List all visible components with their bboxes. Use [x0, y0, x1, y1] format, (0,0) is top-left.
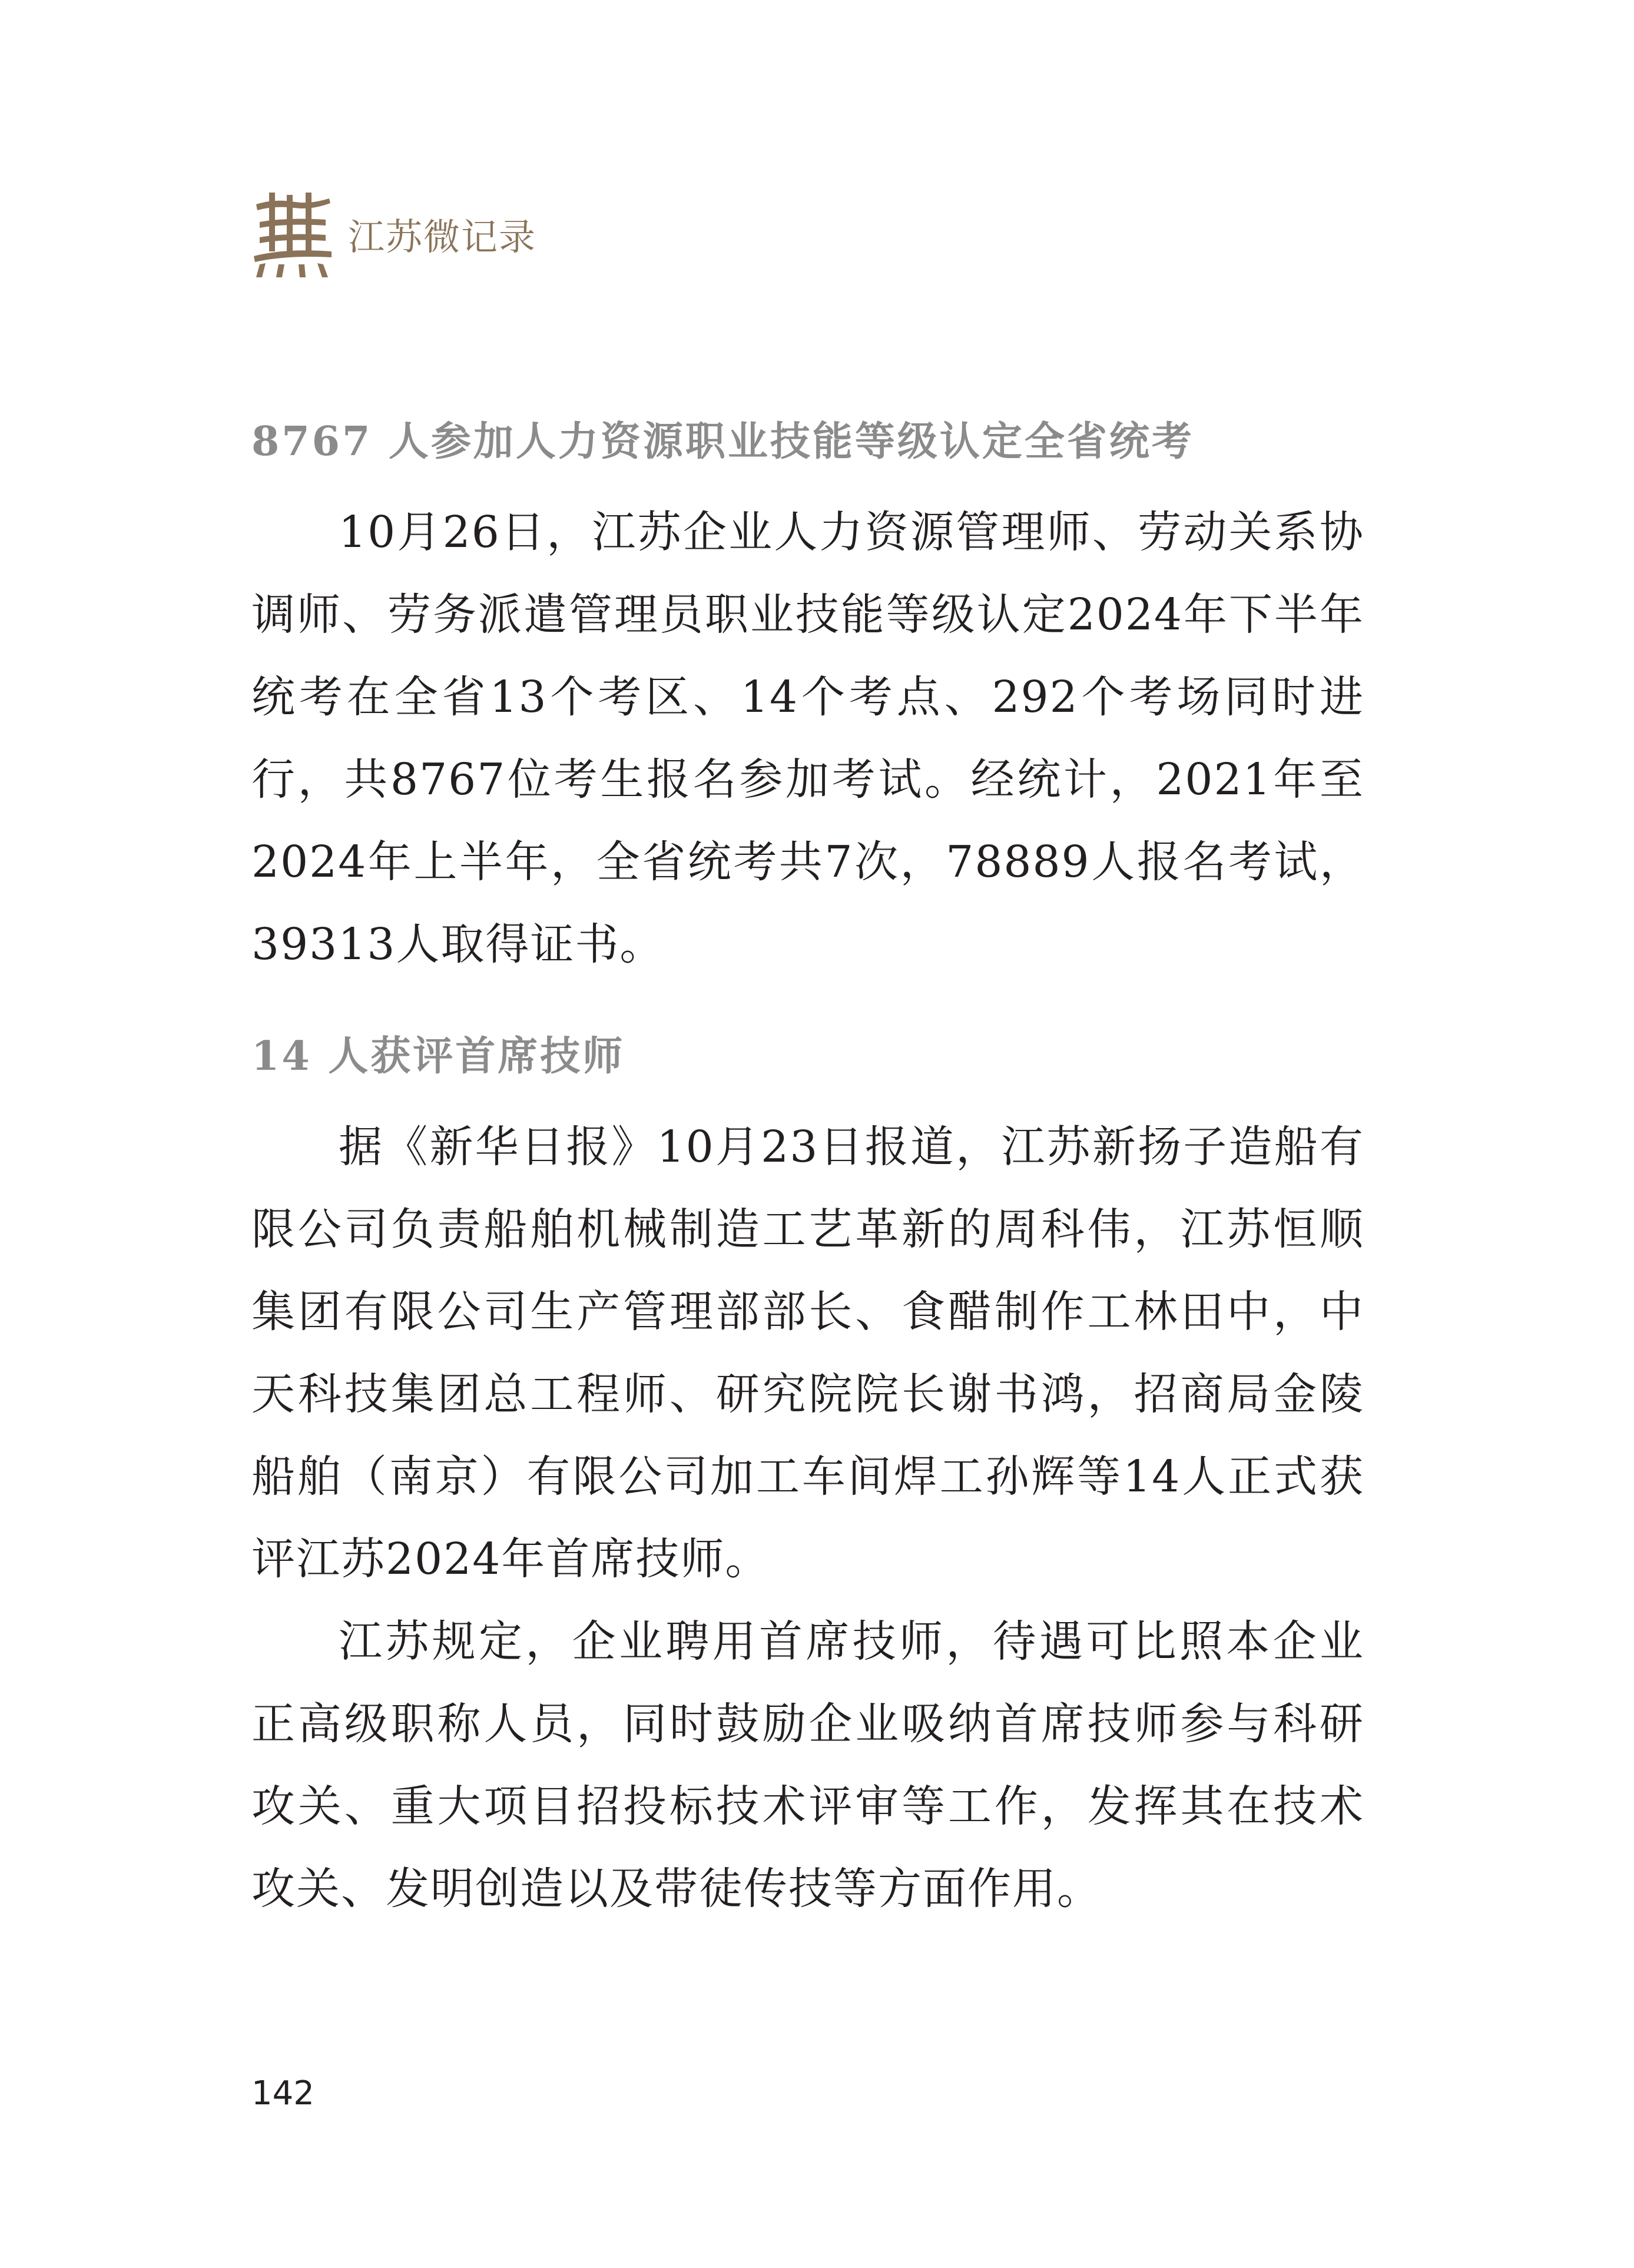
jiangsu-brush-logo-icon [251, 190, 334, 278]
paragraph: 10月26日，江苏企业人力资源管理师、劳动关系协调师、劳务派遣管理员职业技能等级认定2024年下半年统考在全省13个考区、14个考点、292个考场同时进行，共8767位考生报名参加考试。经统计，2021年至2024年上半年，全省统考共7次，78889人报名考试，39313人取得证书。 [251, 507, 1364, 970]
paragraph: 据《新华日报》10月23日报道，江苏新扬子造船有限公司负责船舶机械制造工艺革新的周科伟，江苏恒顺集团有限公司生产管理部部长、食醋制作工林田中，中天科技集团总工程师、研究院院长谢书鸿，招商局金陵船舶（南京）有限公司加工车间焊工孙辉等14人正式获评江苏2024年首席技师。 [251, 1122, 1364, 1584]
page-number: 142 [251, 2074, 314, 2113]
header-title: 江苏微记录 [348, 215, 537, 258]
section-chief-technicians [251, 1027, 1364, 1930]
page-header [251, 187, 536, 281]
paragraph: 江苏规定，企业聘用首席技师，待遇可比照本企业正高级职称人员，同时鼓励企业吸纳首席技师参与科研攻关、重大项目招投标技术评审等工作，发挥其在技术攻关、发明创造以及带徒传技等方面作用。 [251, 1616, 1364, 1914]
section-title: 14 人获评首席技师 [251, 1033, 625, 1080]
section-title: 8767 人参加人力资源职业技能等级认定全省统考 [251, 418, 1194, 465]
section-skills-exam [251, 412, 1364, 986]
page-content [251, 412, 1364, 1930]
